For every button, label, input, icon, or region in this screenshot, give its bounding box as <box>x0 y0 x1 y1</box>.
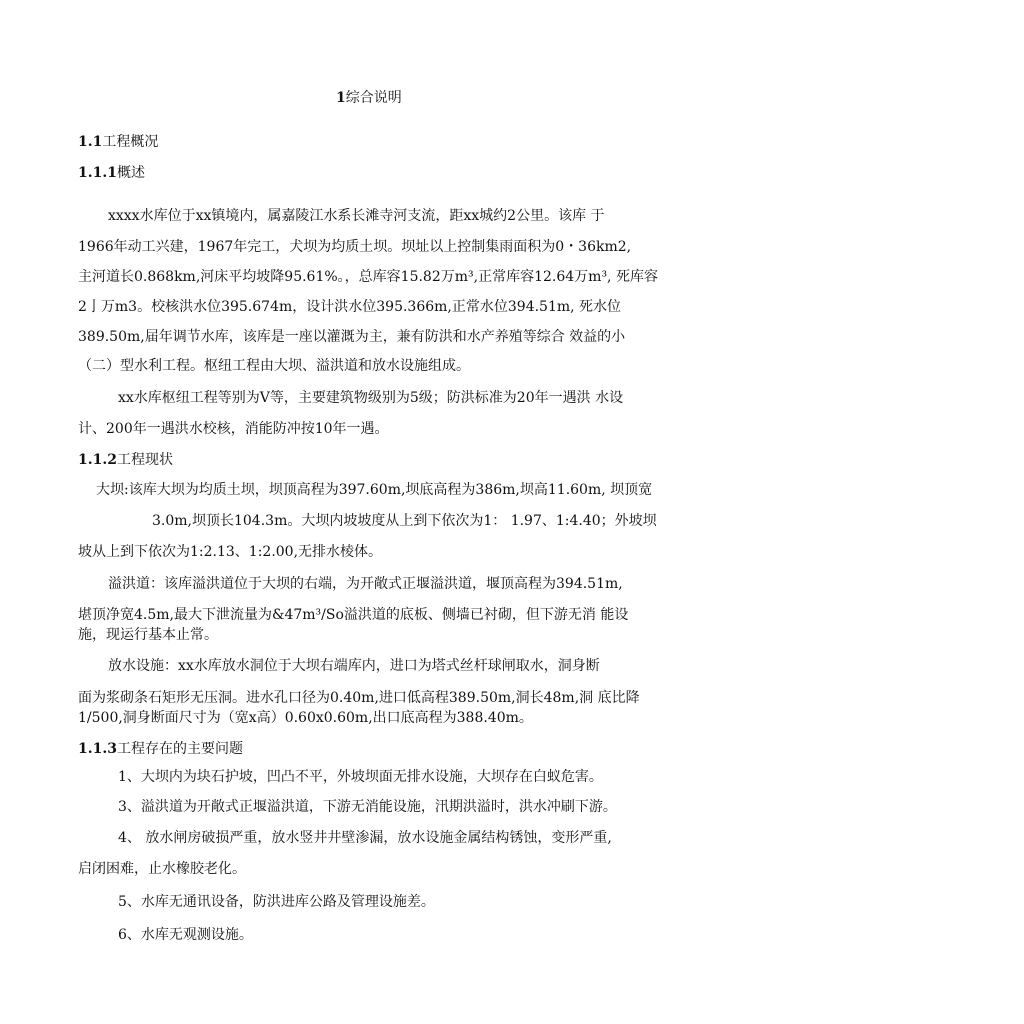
spillway-paragraph-line: 施，现运行基本止常。 <box>78 627 218 643</box>
spillway-paragraph-line: 溢洪道：该库溢洪道位于大坝的右端，为开敞式正堰溢洪道，堰顶高程为394.51m, <box>108 576 623 592</box>
outlet-paragraph-line: 放水设施：xx水库放水洞位于大坝右端库内，进口为塔式丝杆球闸取水，洞身断 <box>108 658 600 674</box>
issue-item: 启闭困难，止水橡胶老化。 <box>78 861 246 877</box>
section-heading-1-1-1: 1.1.1概述 <box>78 165 145 181</box>
grade-paragraph-line: 计、200年一遇洪水校核，消能防冲按10年一遇。 <box>78 421 389 437</box>
grade-paragraph-line: xx水库枢纽工程等别为V等，主要建筑物级别为5级；防洪标准为20年一遇洪 水设 <box>118 390 624 406</box>
overview-paragraph-line: 1966年动工兴建，1967年完工，犬坝为均质土坝。坝址以上控制集雨面积为0・36km2, <box>78 239 632 255</box>
section-heading-1-1-3: 1.1.3工程存在的主要问题 <box>78 741 243 757</box>
document-title: 1综合说明 <box>336 90 402 106</box>
overview-paragraph-line: （二）型水利工程。枢纽工程由大坝、溢洪道和放水设施组成。 <box>78 358 470 374</box>
overview-paragraph-line: 2亅万m3。校核洪水位395.674m，设计洪水位395.366m,正常水位394.51m, 死水位 <box>78 299 622 315</box>
spillway-paragraph-line: 堪顶净宽4.5m,最大下泄流量为&47m³/So溢洪道的底板、侧墙已衬砌，但下游无消 能设 <box>78 607 629 623</box>
issue-item: 6、水库无观测设施。 <box>118 927 253 943</box>
section-heading-1-1-2: 1.1.2工程现状 <box>78 452 173 468</box>
issue-item: 3、溢洪道为开敞式正堰溢洪道，下游无消能设施，汛期洪溢时，洪水冲刷下游。 <box>118 799 617 815</box>
dam-paragraph-line: 坡从上到下依次为1:2.13、1:2.00,无排水棱体。 <box>78 544 383 560</box>
outlet-paragraph-line: 面为浆砌条石矩形无压洞。进水孔口径为0.40m,进口低高程389.50m,洞长48m,洞 底比降 <box>78 690 640 706</box>
issue-item: 5、水库无通讯设备，防洪进库公路及管理设施差。 <box>118 894 435 910</box>
overview-paragraph-line: 主河道长0.868km,河床平均坡降95.61%。，总库容15.82万m³,正常库容12.64万m³, 死库容 <box>78 269 658 285</box>
issue-item: 1、大坝内为块石护坡，凹凸不平，外坡坝面无排水设施，大坝存在白蚁危害。 <box>118 769 603 785</box>
overview-paragraph-line: 389.50m,届年调节水库，该库是一座以灌溉为主，兼有防洪和水产养殖等综合 效益的小 <box>78 329 626 345</box>
issue-item: 4、 放水闸房破损严重，放水竖井井壁渗漏，放水设施金属结构锈蚀，变形严重, <box>118 830 612 846</box>
dam-paragraph-line: 大坝:该库大坝为均质土坝，坝顶高程为397.60m,坝底高程为386m,坝高11.60m, 坝顶宽 <box>96 482 653 498</box>
dam-paragraph-line: 3.0m,坝顶长104.3m。大坝内坡坡度从上到下依次为1： 1.97、1:4.40；外坡坝 <box>152 513 657 529</box>
overview-paragraph-line: xxxx水库位于xx镇境内，属嘉陵江水系长滩寺河支流，距xx城约2公里。该库 于 <box>108 208 605 224</box>
outlet-paragraph-line: 1/500,洞身断面尺寸为（宽x高）0.60x0.60m,出口底高程为388.40m。 <box>78 710 533 726</box>
section-heading-1-1: 1.1工程概况 <box>78 134 159 150</box>
